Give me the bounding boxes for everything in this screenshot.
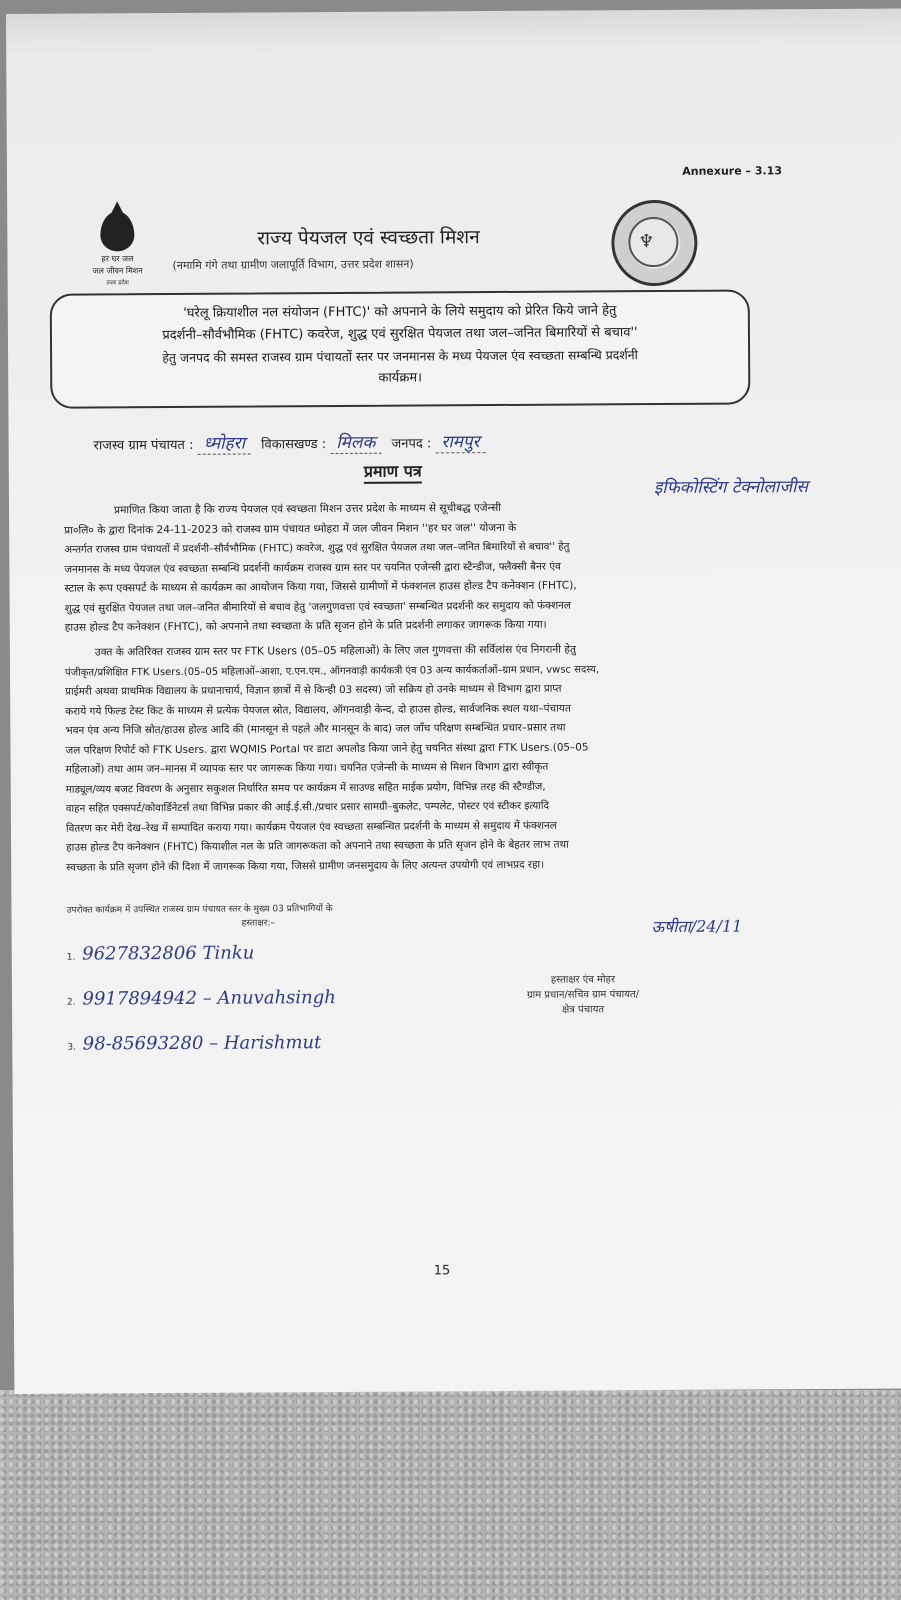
para-line: शुद्ध एवं सुरक्षित पेयजल तथा जल–जनित बीमारियों से बचाव हेतु 'जलगुणवत्ता एवं स्वच्छता' सम्बन्धित प्रदर्शनी कर समुदाय को फंक्शनल	[64, 599, 572, 615]
participant-2	[67, 987, 336, 1010]
fish-emblem-icon: ♆	[638, 231, 655, 253]
participant-signature: 9627832806 Tinku	[82, 942, 255, 965]
block-value: मिलक	[330, 430, 381, 454]
participants-intro-signature-label: हस्ताक्षर:–	[241, 918, 276, 929]
page-number: 15	[433, 1263, 451, 1279]
stamp-line: हस्ताक्षर एंव मोहर	[550, 974, 616, 986]
para-line: जनमानस के मध्य पेयजल एंव स्वच्छता सम्बन्धि प्रदर्शनी कार्यक्रम राजस्व ग्राम स्तर पर चयनित एजेन्सी द्वारा स्टैन्डीज, फ्लैक्सी बैनर एंव	[64, 560, 561, 576]
para-line: महिलाओं) तथा आम जन–मानस में व्यापक स्तर पर जागरूक किया गया। चयनित एजेन्सी के माध्यम से मिशन विभाग द्वारा स्वीकृत	[65, 760, 549, 776]
box-line: कार्यक्रम।	[378, 370, 423, 386]
certificate-paragraph-2	[65, 639, 806, 878]
para-line: वितरण कर मेरी देख–रेख में सम्पादित कराया गया। कार्यक्रम पेयजल एंव स्वच्छता सम्बन्धित प्रदर्शनी के माध्यम से समुदाय में फंक्शनल	[65, 819, 557, 835]
para-line: प्रमाणित किया जाता है कि राज्य पेयजल एवं स्वच्छता मिशन उत्तर प्रदेश के माध्यम से सूचीबद्ध एजेन्सी	[113, 501, 502, 517]
logo-line3: उत्तर प्रदेश	[106, 279, 129, 287]
para-line: जल परिक्षण रिपोर्ट को FTK Users. द्वारा WQMIS Portal पर डाटा अपलोड किया जाने हेतु चयनित संस्था द्वारा FTK Users.(05–05	[65, 740, 589, 757]
para-line: उक्त के अतिरिक्त राजस्व ग्राम स्तर पर FTK Users (05–05 महिलाओं) के लिए जल गुणवत्ता की सर्विलांस एंव निगरानी हेतु	[94, 643, 577, 659]
stamp-line: क्षेत्र पंचायत	[562, 1004, 605, 1016]
page-shadow	[6, 9, 901, 54]
para-line: भवन एंव अन्य निजि स्रोत/हाउस होल्ड आदि की (मानसून से पहले और मानसून के बाद) जल जाँच परिक्षण सम्बन्धित प्रचार–प्रसार तथा	[65, 721, 566, 737]
para-line: प्राईमरी अथवा प्राथमिक विद्यालय के प्रधानाचार्य, विज्ञान छात्रों में से किन्ही 03 सदस्य) जो सक्रिय हो उनके माध्यम से विभाग द्वारा प्राप्त	[65, 682, 562, 698]
certificate-paragraph-1	[64, 497, 805, 638]
stamp-line: ग्राम प्रधान/सचिव ग्राम पंचायत/	[526, 989, 640, 1001]
location-fields	[94, 429, 486, 455]
participant-3	[67, 1032, 321, 1055]
agency-handwritten-name: इफिकोस्टिंग टेक्नोलाजीस	[653, 477, 809, 499]
participant-1	[67, 943, 255, 965]
para-line: स्टाल के रूप एक्सपर्ट के माध्यम से कार्यक्रम का आयोजन किया गया, जिससे ग्रामीणों में फंक्शनल हाउस होल्ड टैप कनेक्शन (FHTC),	[64, 579, 577, 595]
certificate-title: प्रमाण पत्र	[364, 459, 422, 483]
participant-number: 3.	[67, 1042, 76, 1053]
carpet-background	[0, 1390, 901, 1600]
har-ghar-jal-logo	[82, 211, 152, 287]
participant-number: 1.	[66, 952, 76, 963]
district-label: जनपद :	[391, 436, 432, 452]
logo-line1: हर घर जल	[101, 254, 134, 264]
signature-stamp-caption	[527, 972, 639, 1018]
mission-title: राज्य पेयजल एवं स्वच्छता मिशन	[257, 226, 480, 250]
para-line: कराये गये फिल्ड टेस्ट किट के माध्यम से प्रत्येक पेयजल स्रोत, विद्यालय, ऑगनवाड़ी केन्द, दो हाउस होल्ड, सार्वजनिक स्थल यथा–पंचायत	[65, 702, 571, 718]
participant-signature: 9917894942 – Anuvahsingh	[82, 987, 336, 1010]
box-line: 'घरेलू क्रियाशील नल संयोजन (FHTC)' को अपनाने के लिये समुदाय को प्रेरित किये जाने हेतु	[183, 303, 617, 321]
panchayat-label: राजस्व ग्राम पंचायत :	[93, 437, 194, 454]
logo-line2: जल जीवन मिशन	[92, 266, 143, 276]
annexure-label: Annexure – 3.13	[682, 164, 783, 178]
para-line: पंजीकृत/प्रशिक्षित FTK Users.(05–05 महिलाओं–आशा, ए.एन.एम., ऑगनवाड़ी कार्यकत्री एंव 03 अन्य कार्यकर्ताओं–ग्राम प्रधान, vwsc सदस्य,	[64, 663, 600, 679]
participants-intro	[66, 902, 332, 932]
block-label: विकासखण्ड :	[261, 437, 327, 453]
para-line: प्रा०लि० के द्वारा दिनांक 24-11-2023 को राजस्व ग्राम पंचायत ध्मोहरा में जल जीवन मिशन ''हर घर जल'' योजना के	[64, 521, 517, 537]
box-line: हेतु जनपद की समस्त राजस्व ग्राम पंचायतों स्तर पर जनमानस के मध्य पेयजल एंव स्वच्छता सम्बन्धि प्रदर्शनी	[162, 347, 638, 366]
water-drop-icon	[100, 211, 134, 251]
participant-signature: 98-85693280 – Harishmut	[82, 1032, 322, 1055]
program-description-box	[50, 289, 751, 408]
mission-subtitle: (नमामि गंगे तथा ग्रामीण जलापूर्ति विभाग, उत्तर प्रदेश शासन)	[172, 257, 414, 272]
district-value: रामपुर	[435, 429, 485, 453]
participants-intro-line: उपरोक्त कार्यक्रम में उपस्थित राजस्व ग्राम पंचायत स्तर के मुख्य 03 प्रतिभागियों के	[66, 904, 333, 916]
official-signature: ऊषीता/24/11	[651, 916, 743, 937]
participant-number: 2.	[67, 997, 76, 1008]
document-page	[6, 9, 901, 1394]
para-line: हाउस होल्ड टैप कनेक्शन (FHTC) कियाशील नल के प्रति जागरूकता को अपनाने तथा स्वच्छता के प्रति सृजन होने के बेहतर लाभ तथा	[66, 838, 569, 854]
para-line: माड्यूल/व्यय बजट विवरण के अनुसार सकुशल निर्धारित समय पर कार्यक्रम में साउण्ड सहित माईक प्रयोग, विभिन्न तरह की स्टैण्डीज,	[65, 781, 546, 796]
box-line: प्रदर्शनी–सौर्वभौमिक (FHTC) कवरेज, शुद्ध एवं सुरक्षित पेयजल तथा जल–जनित बिमारियों से बचाव''	[162, 325, 638, 344]
para-line: वाहन सहित एक्सपर्ट/कोवार्डिनेटर्स तथा विभिन्न प्रकार की आई.ई.सी./प्रचार प्रसार सामग्री–बुकलेट, पम्पलेट, पोस्टर एवं स्टीकर इत्यादि	[65, 800, 550, 815]
panchayat-value: ध्मोहरा	[198, 431, 252, 455]
para-line: स्वच्छता के प्रति सृजग होने की दिशा में जागरूक किया गया, जिससे ग्रामीण जनसमुदाय के लिए अत्यन्त उपयोगी एवं लाभप्रद रहा।	[66, 858, 545, 874]
para-line: हाउस होल्ड टैप कनेक्शन (FHTC), को अपनाने तथा स्वच्छता के प्रति सृजन होने के प्रति प्रदर्शनी लगाकर जागरूक किया गया।	[64, 618, 547, 634]
up-government-seal	[611, 200, 698, 287]
para-line: अन्तर्गत राजस्व ग्राम पंचायतों में प्रदर्शनी–सौर्वभौमिक (FHTC) कवरेज, शुद्ध एवं सुरक्षित पेयजल तथा जल–जनित बिमारियों से बचाव'' हेतु	[64, 541, 570, 556]
